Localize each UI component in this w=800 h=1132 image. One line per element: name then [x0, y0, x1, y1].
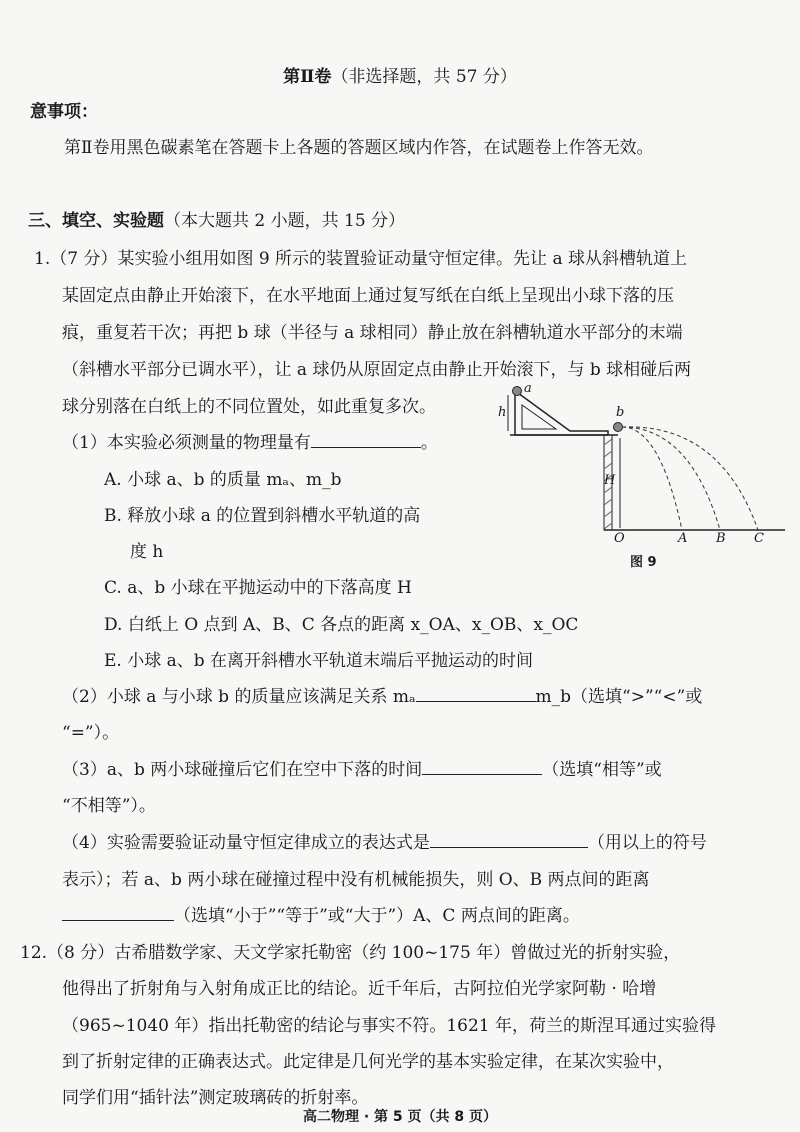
part-heading: 三、填空、实验题（本大题共 2 小题，共 15 分）: [28, 211, 406, 231]
label-H: H: [604, 473, 616, 488]
q11-part3-line1: （3）a、b 两小球碰撞后它们在空中下落的时间 （选填“相等”或: [62, 755, 662, 780]
label-a: a: [524, 381, 532, 396]
ball-a: [513, 387, 522, 396]
q12-line5: 同学们用“插针法”测定玻璃砖的折射率。: [62, 1088, 369, 1108]
label-A: A: [678, 531, 688, 546]
q11-part4-line3: （选填“小于”“等于”或“大于”）A、C 两点间的距离。: [62, 901, 580, 926]
option-d: D. 白纸上 O 点到 A、B、C 各点的距离 x_OA、x_OB、x_OC: [104, 615, 579, 635]
q11-part4-line2: 表示）；若 a、b 两小球在碰撞过程中没有机械能损失，则 O、B 两点间的距离: [62, 870, 650, 890]
section-title: 第Ⅱ卷（非选择题，共 57 分）: [283, 67, 517, 87]
q12-line4: 到了折射定律的正确表达式。此定律是几何光学的基本实验定律，在某次实验中，: [62, 1052, 674, 1072]
option-e: E. 小球 a、b 在离开斜槽水平轨道末端后平抛运动的时间: [104, 651, 534, 671]
q12-line1: 12.（8 分）古希腊数学家、天文学家托勒密（约 100~175 年）曾做过光的折射实验，: [20, 943, 681, 963]
q11-part4-line1: （4）实验需要验证动量守恒定律成立的表达式是 （用以上的符号: [62, 828, 707, 853]
answer-blank-3[interactable]: [422, 757, 542, 775]
q12-line2: 他得出了折射角与入射角成正比的结论。近千年后，古阿拉伯光学家阿勒 · 哈增: [62, 979, 657, 999]
q11-line2: 某固定点由静止开始滚下，在水平地面上通过复写纸在白纸上呈现出小球下落的压: [62, 286, 674, 306]
answer-blank-2[interactable]: [416, 684, 536, 702]
figure-9: [500, 383, 790, 573]
ball-b: [614, 423, 623, 432]
q11-line4: （斜槽水平部分已调水平），让 a 球仍从原固定点由静止开始滚下，与 b 球相碰后两: [62, 360, 692, 380]
q11-line3: 痕，重复若干次；再把 b 球（半径与 a 球相同）静止放在斜槽轨道水平部分的末端: [62, 323, 683, 343]
option-b-line2: 度 h: [130, 542, 164, 562]
answer-blank-4[interactable]: [430, 830, 588, 848]
q11-part2-line2: “=”）。: [62, 723, 120, 743]
page-footer: 高二物理 · 第 5 页（共 8 页）: [302, 1109, 498, 1125]
notice-text: 第Ⅱ卷用黑色碳素笔在答题卡上各题的答题区域内作答，在试题卷上作答无效。: [64, 138, 654, 158]
option-c: C. a、b 小球在平抛运动中的下落高度 H: [104, 578, 412, 598]
label-B: B: [716, 531, 726, 546]
answer-blank-1[interactable]: [311, 430, 421, 448]
label-h: h: [498, 405, 507, 420]
q11-line5: 球分别落在白纸上的不同位置处，如此重复多次。: [62, 397, 436, 417]
q11-line1: 1.（7 分）某实验小组用如图 9 所示的装置验证动量守恒定律。先让 a 球从斜槽轨道上: [34, 249, 688, 269]
option-a: A. 小球 a、b 的质量 mₐ、m_b: [104, 470, 342, 490]
label-O: O: [614, 531, 625, 546]
q11-part3-line2: “不相等”）。: [62, 796, 156, 816]
q12-line3: （965~1040 年）指出托勒密的结论与事实不符。1621 年，荷兰的斯涅耳通过实验得: [62, 1016, 717, 1036]
answer-blank-5[interactable]: [62, 903, 174, 921]
label-C: C: [754, 531, 764, 546]
label-b: b: [616, 405, 625, 420]
q11-part1: （1）本实验必须测量的物理量有 。: [62, 428, 438, 453]
figure-caption: 图 9: [630, 555, 657, 570]
notice-heading: 意事项：: [30, 102, 98, 122]
option-b-line1: B. 释放小球 a 的位置到斜槽水平轨道的高: [104, 506, 421, 526]
trajectories: [622, 427, 758, 530]
q11-part2-line1: （2）小球 a 与小球 b 的质量应该满足关系 mₐ m_b（选填“>”“<”或: [62, 682, 702, 707]
apparatus-diagram: [500, 383, 790, 573]
